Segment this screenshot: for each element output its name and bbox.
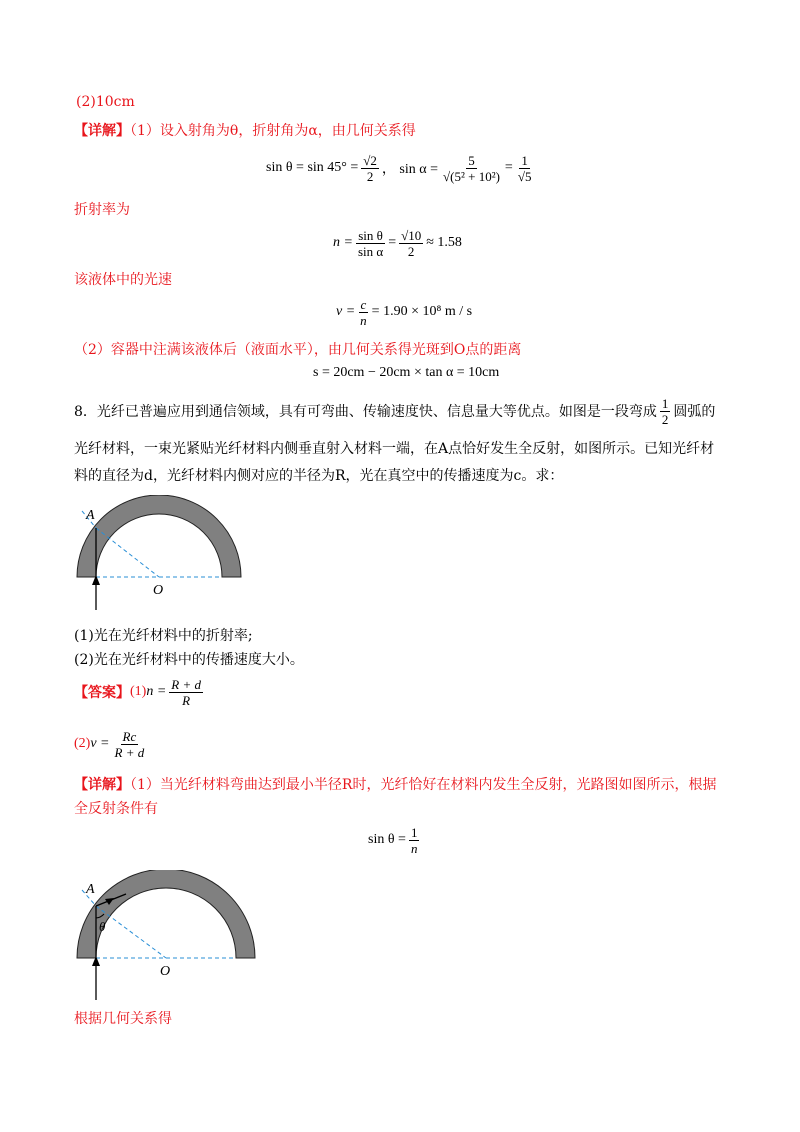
fraction [113, 729, 147, 760]
question-8-line-3: 料的直径为d，光纤材料内侧对应的半径为R，光在真空中的传播速度为c。求： [74, 468, 564, 484]
formula-part: sin θ = sin 45° = [266, 160, 359, 175]
fraction-den: 2 [407, 243, 415, 259]
formula-part: sin θ = [368, 832, 406, 847]
answer-index: (2) [74, 736, 91, 751]
answer-1 [74, 674, 206, 710]
theta-label: θ [99, 919, 106, 934]
answer-label: 【答案】 [74, 685, 130, 701]
formula-part: = [504, 160, 513, 175]
fraction-den: R + d [114, 744, 145, 760]
point-o-label: O [160, 964, 171, 979]
formula-part: = [388, 235, 397, 250]
formula-distance: s = 20cm − 20cm × tan α = 10cm [313, 365, 500, 380]
refraction-label: 折射率为 [74, 202, 130, 218]
point-a-label: A [86, 882, 95, 897]
fraction-num: c [360, 296, 367, 312]
fraction-den: R [182, 692, 191, 708]
question-text: 8．光纤已普遍应用到通信领域，具有可弯曲、传输速度快、信息量大等优点。如图是一段弯成 [74, 403, 657, 420]
question-8-line-2: 光纤材料，一束光紧贴光纤材料内侧垂直射入材料一端，在A点恰好发生全反射，如图所示。已知光纤材 [74, 441, 715, 457]
fraction-den: 2 [366, 168, 374, 184]
fraction [516, 153, 534, 184]
question-8-line-1 [74, 396, 715, 427]
fiber-half-ring [77, 495, 241, 577]
fraction [660, 396, 671, 427]
detail-2-line-1 [74, 776, 716, 794]
fraction-den: sin α [357, 243, 384, 259]
formula-part: v = [90, 736, 110, 751]
fraction [409, 825, 420, 856]
fraction-num: 1 [521, 152, 528, 168]
detail-text: （1）当光纤材料弯曲达到最小半径R时，光纤恰好在材料内发生全反射，光路图如图所示，根据 [130, 777, 717, 793]
fraction-den: n [360, 312, 367, 328]
answer-prev-part2: (2)10cm [76, 94, 135, 110]
fraction-den: n [410, 840, 418, 856]
fiber-figure-2 [62, 870, 282, 1005]
fraction-den: √5 [517, 168, 532, 184]
answer-index: (1) [130, 684, 147, 699]
fraction [358, 297, 369, 328]
fraction-num: R + d [171, 676, 201, 692]
detail-text: （1）设入射角为θ，折射角为α，由几何关系得 [130, 123, 416, 139]
formula-part: ≈ 1.58 [426, 235, 462, 250]
fraction-num: √10 [401, 227, 422, 243]
fraction [361, 153, 379, 184]
fraction-num: √2 [363, 152, 377, 168]
final-text: 根据几何关系得 [74, 1011, 172, 1027]
formula-sin-angles [266, 148, 536, 188]
detail-paragraph-1 [74, 122, 416, 140]
speed-label: 该液体中的光速 [74, 272, 172, 288]
fraction-den: 2 [661, 412, 669, 427]
formula-part: ， sin α = [381, 162, 438, 177]
formula-light-speed [336, 294, 472, 330]
sub-question-1: (1)光在光纤材料中的折射率; [74, 628, 253, 644]
point-a-label: A [86, 508, 95, 523]
detail-label: 【详解】 [74, 777, 130, 793]
formula-part: n = [146, 684, 167, 699]
fraction-den: √(5² + 10²) [443, 168, 500, 184]
detail-2-line-2: 全反射条件有 [74, 801, 158, 817]
detail-label: 【详解】 [74, 123, 130, 139]
point-o-label: O [153, 583, 164, 598]
fraction [399, 228, 423, 259]
formula-refractive-index [333, 224, 462, 262]
question-text: 圆弧的 [673, 403, 716, 420]
fraction-num: 1 [661, 396, 669, 411]
fraction [441, 153, 502, 184]
fraction [356, 228, 385, 259]
sub-question-2: (2)光在光纤材料中的传播速度大小。 [74, 652, 304, 668]
formula-part: v = [336, 304, 356, 319]
fraction-num: 5 [468, 152, 475, 168]
part2-text: （2）容器中注满该液体后（液面水平），由几何关系得光斑到O点的距离 [74, 342, 522, 358]
answer-2 [74, 726, 149, 762]
fiber-figure-1 [60, 495, 280, 615]
fraction-num: sin θ [358, 227, 383, 243]
fraction-num: Rc [122, 728, 137, 744]
formula-part: n = [333, 235, 353, 250]
fraction [169, 677, 203, 708]
fraction-num: 1 [410, 824, 418, 840]
formula-part: = 1.90 × 10⁸ m / s [371, 304, 473, 319]
formula-total-reflection [368, 822, 422, 858]
